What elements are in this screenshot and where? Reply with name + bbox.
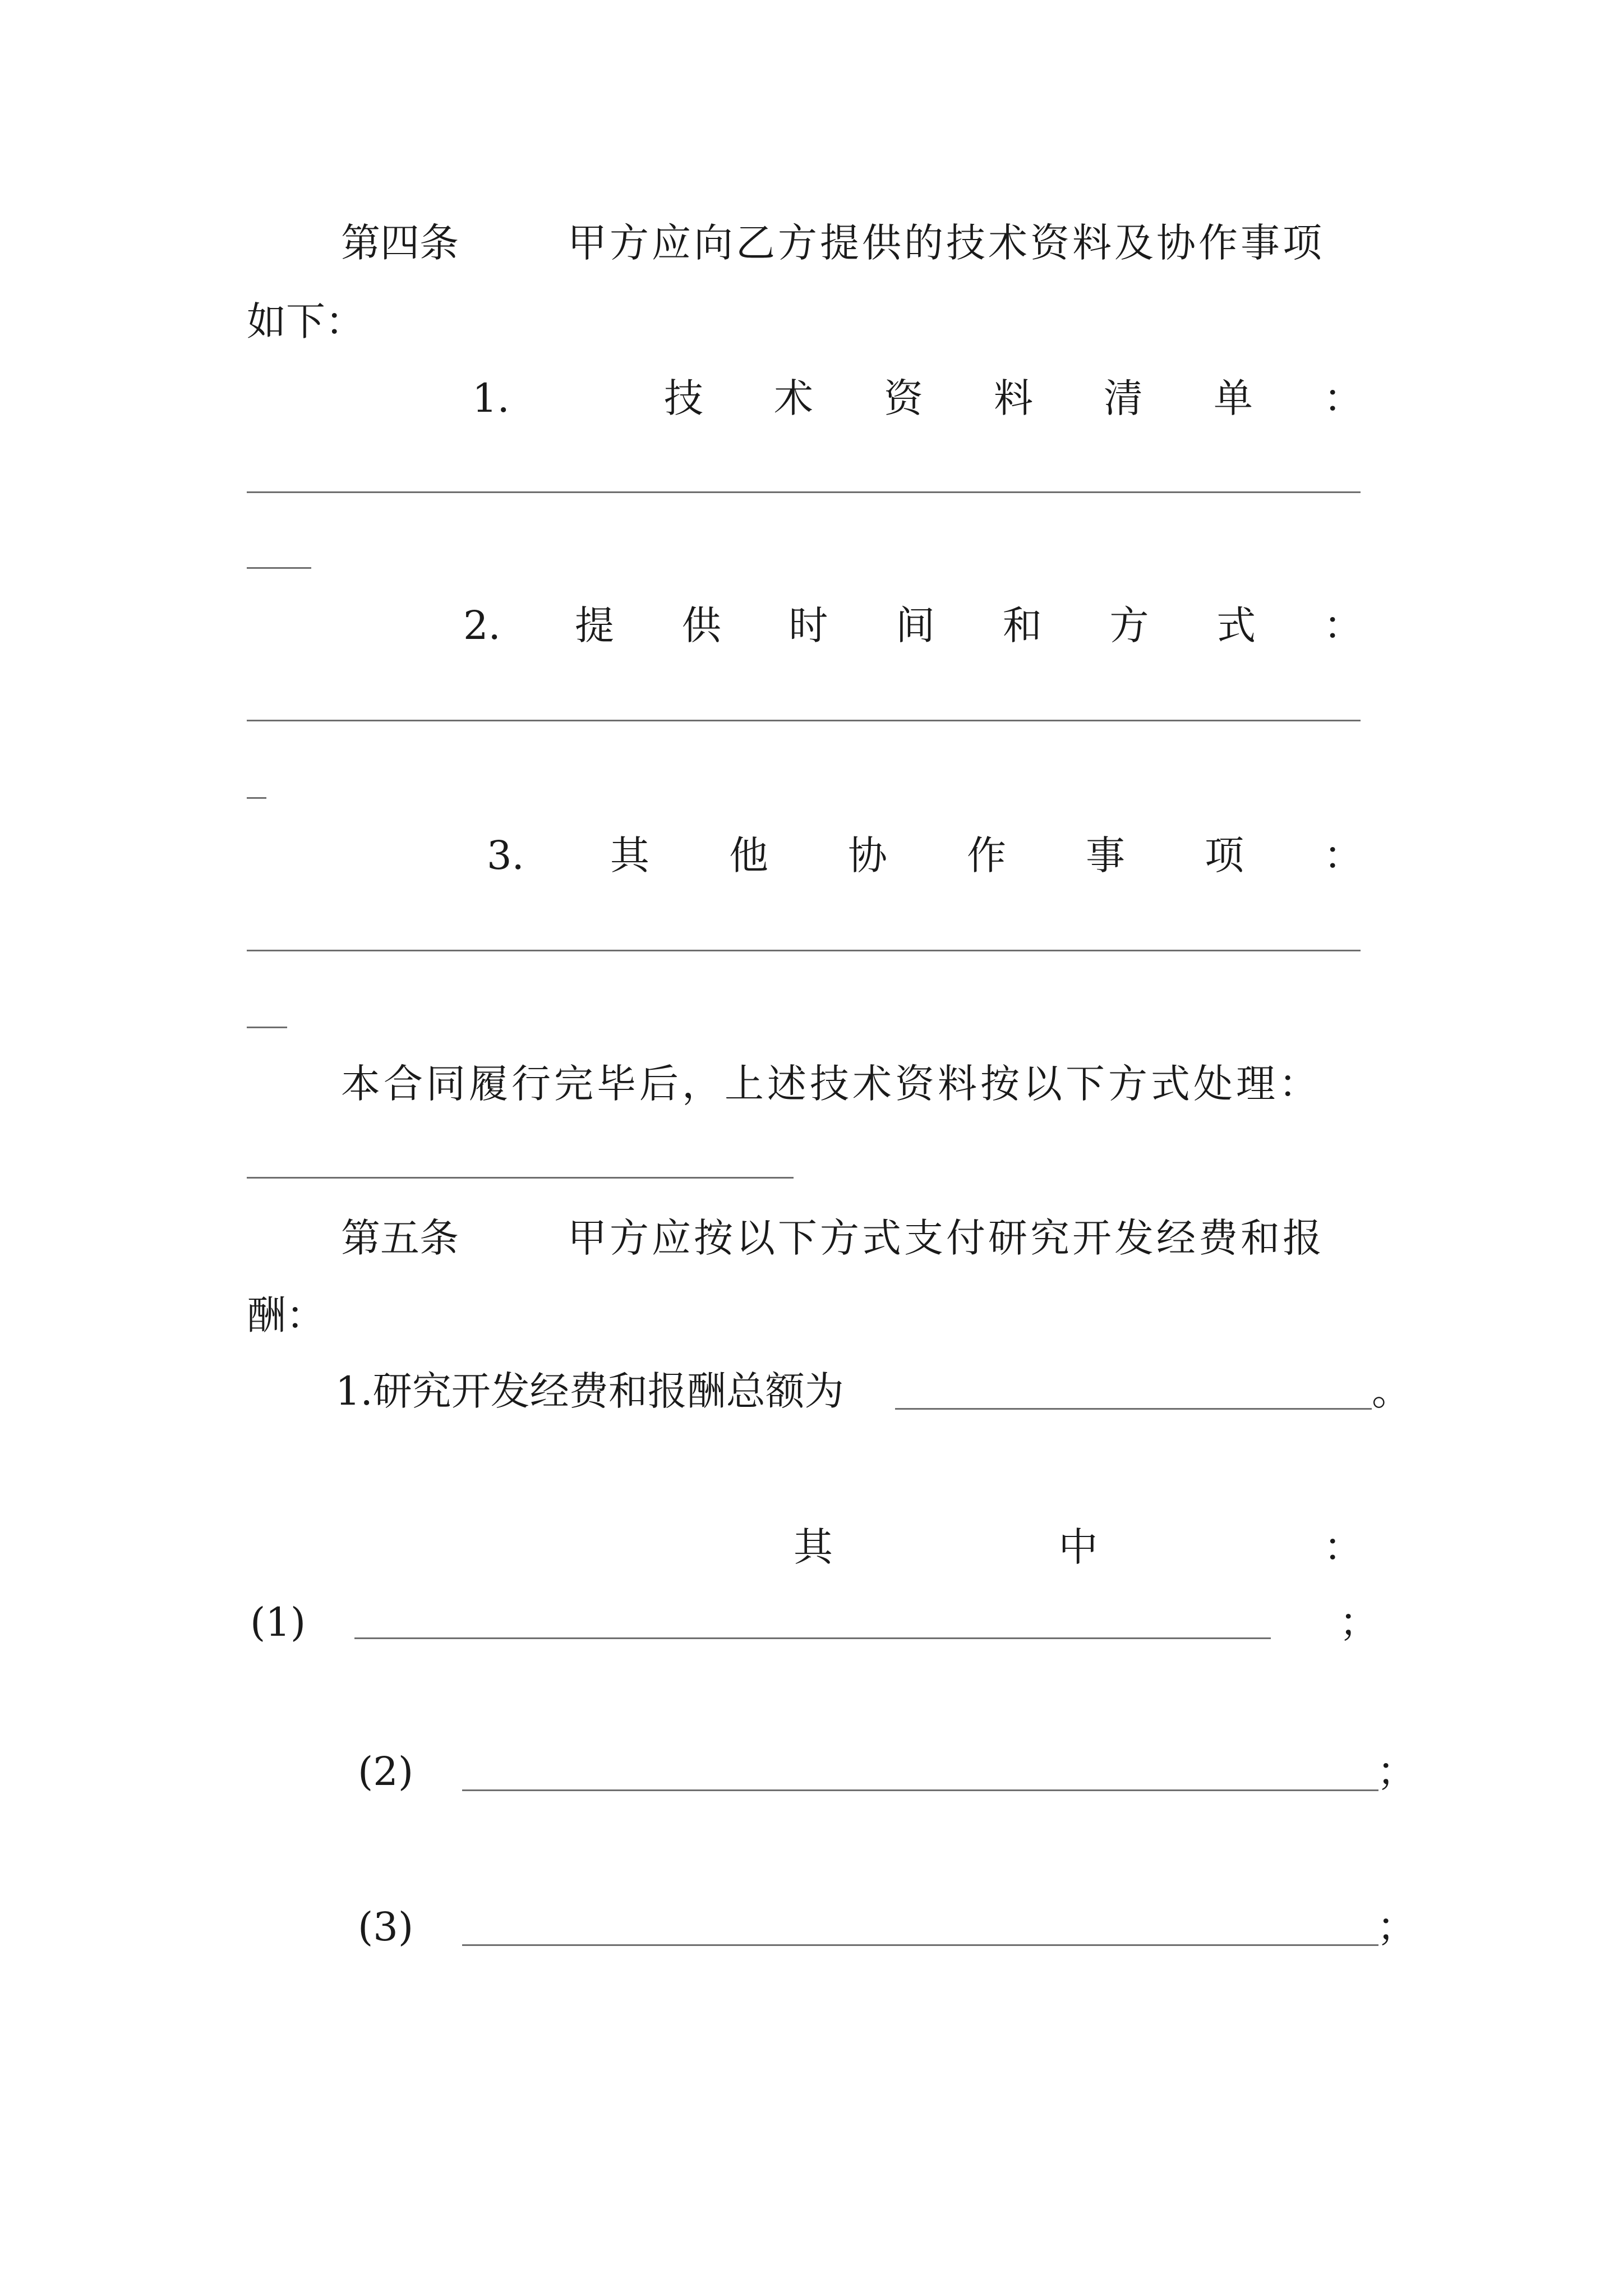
among-char: ：: [1324, 1524, 1363, 1570]
item3-char: 项: [1205, 832, 1244, 878]
sub3-label: (3): [358, 1904, 414, 1950]
sub1-end: ；: [1339, 1599, 1378, 1645]
article5-text-line1: 甲方应按以下方式支付研究开发经费和报: [568, 1215, 1325, 1261]
item2-char: 提: [575, 602, 614, 648]
item3-char: 事: [1086, 832, 1125, 878]
sub2-end: ；: [1377, 1749, 1416, 1795]
item2-char: ：: [1323, 602, 1363, 648]
item2-char: 和: [1002, 602, 1042, 648]
item3-number: 3.: [487, 832, 524, 878]
item2-char: 供: [681, 602, 721, 648]
item1-fill-line-continuation[interactable]: [247, 567, 311, 569]
article5-text-line2: 酬：: [247, 1292, 325, 1338]
item1-char: 清: [1104, 375, 1143, 421]
sub1-label: (1): [250, 1599, 306, 1645]
item1-label: [664, 375, 1363, 421]
item2-number: 2.: [463, 602, 501, 648]
item3-char: ：: [1324, 832, 1363, 878]
item2-char: 式: [1216, 602, 1256, 648]
item2-char: 方: [1109, 602, 1149, 648]
item2-char: 间: [896, 602, 935, 648]
item3-fill-line-continuation[interactable]: [247, 1027, 287, 1028]
article4-text-line2: 如下：: [247, 298, 365, 344]
among-label: [794, 1524, 1363, 1570]
article4-text-line1: 甲方应向乙方提供的技术资料及协作事项: [568, 220, 1325, 266]
item1-char: 技: [664, 375, 703, 421]
sub2-fill-line[interactable]: [462, 1789, 1378, 1791]
item2-fill-line[interactable]: [247, 720, 1361, 721]
item3-char: 协: [848, 832, 887, 878]
item1-char: 资: [884, 375, 923, 421]
item1-fill-line[interactable]: [247, 491, 1361, 493]
total-amount-text: 1.研究开发经费和报酬总额为: [335, 1368, 844, 1414]
item3-label: [610, 832, 1363, 878]
item2-label: [575, 602, 1363, 648]
article5-heading: 第五条: [341, 1215, 459, 1261]
item2-char: 时: [789, 602, 828, 648]
item1-char: 料: [994, 375, 1033, 421]
among-char: 其: [794, 1524, 833, 1570]
item1-char: ：: [1324, 375, 1363, 421]
sub1-fill-line[interactable]: [354, 1637, 1271, 1639]
item1-number: 1.: [472, 375, 510, 421]
item1-char: 单: [1214, 375, 1253, 421]
total-amount-end: 。: [1372, 1368, 1411, 1414]
item3-fill-line[interactable]: [247, 950, 1361, 951]
item3-char: 他: [729, 832, 768, 878]
sub3-fill-line[interactable]: [462, 1944, 1378, 1946]
sub3-end: ；: [1377, 1904, 1416, 1950]
item3-char: 其: [610, 832, 649, 878]
item1-char: 术: [774, 375, 813, 421]
item3-char: 作: [967, 832, 1006, 878]
sub2-label: (2): [358, 1749, 414, 1795]
among-char: 中: [1058, 1524, 1098, 1570]
article4-heading: 第四条: [341, 220, 459, 266]
total-amount-fill-line[interactable]: [895, 1408, 1372, 1410]
disposal-text: 本合同履行完毕后，上述技术资料按以下方式处理：: [341, 1061, 1321, 1107]
disposal-fill-line[interactable]: [247, 1177, 794, 1179]
item2-fill-line-continuation[interactable]: [247, 797, 266, 799]
